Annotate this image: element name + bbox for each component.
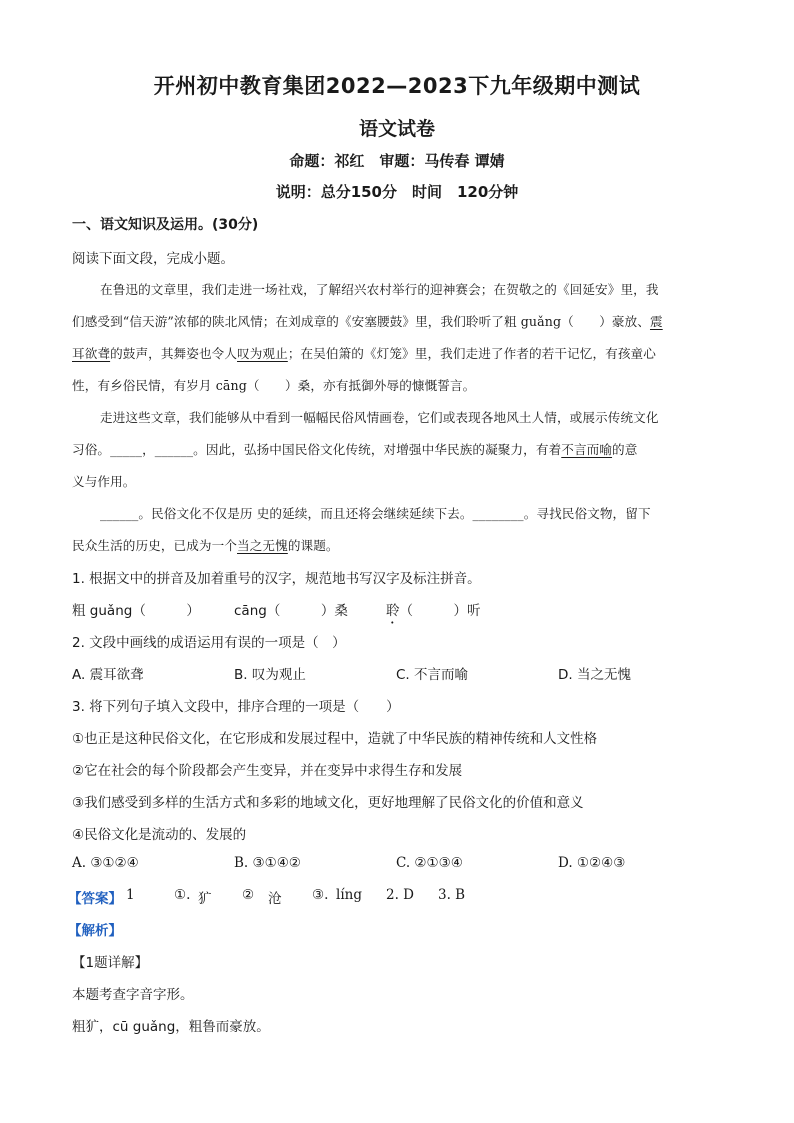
idiom-underline: 耳欲聋 [72,346,111,361]
passage-text: 的意 [612,442,638,457]
idiom-underline: 当之无愧 [237,538,288,553]
answer-1-num: ①. [174,887,191,903]
question-1-stem: 1. 根据文中的拼音及加着重号的汉字，规范地书写汉字及标注拼音。 [72,571,481,587]
passage-p3-line1: ______。民俗文化不仅是历 史的延续，而且还将会继续延续下去。________。寻找民俗文物，留下 [100,506,651,521]
answer-1: 犷 [198,891,212,907]
passage-p1-line4: 性，有乡俗民情，有岁月 cāng（ ）桑，亦有抵御外辱的慷慨誓言。 [72,378,476,393]
emphasis-char: 聆 [386,603,400,619]
passage-text: 的课题。 [287,538,339,553]
exam-authors: 命题：祁红 审题：马传春 谭婧 [289,152,505,170]
passage-text: ；在吴伯箫的《灯笼》里，我们走进了作者的若干记忆，有孩童心 [287,346,656,361]
passage-p2-line2 [72,439,732,458]
passage-text: 民众生活的历史，已成为一个 [72,538,238,553]
analysis-line-1: 本题考查字音字形。 [72,987,194,1003]
blank-paren: （ ）听 [399,603,481,619]
option-c: C. ②①③④ [396,855,463,871]
answer-3-num: ③. [312,887,329,903]
blank-guang: 粗 guǎng（ ） [72,603,200,619]
blank-ling [386,599,481,627]
question-3-stem: 3. 将下列句子填入文段中，排序合理的一项是（ ） [72,699,400,715]
answer-q2: 2. D [386,887,414,903]
instruction: 阅读下面文段，完成小题。 [72,251,234,267]
option-d: D. 当之无愧 [558,667,631,683]
sentence-1: ①也正是这种民俗文化，在它形成和发展过程中，造就了中华民族的精神传统和人文性格 [72,731,598,747]
passage-p2-line1: 走进这些文章，我们能够从中看到一幅幅民俗风情画卷，它们或表现各地风土人情，或展示传统文化 [100,410,659,425]
analysis-subheading: 【1题详解】 [72,955,149,971]
answer-2: 沧 [268,891,282,907]
answer-q3: 3. B [438,887,466,903]
question-2-stem: 2. 文段中画线的成语运用有误的一项是（ ） [72,635,346,651]
idiom-underline: 不言而喻 [561,442,613,457]
option-b: B. ③①④② [234,855,301,871]
exam-note: 说明：总分150分 时间 120分钟 [275,183,519,201]
exam-title: 开州初中教育集团2022—2023下九年级期中测试 [153,74,641,98]
answer-2-num: ② [242,887,255,903]
passage-p1-line1: 在鲁迅的文章里，我们走进一场社戏，了解绍兴农村举行的迎神赛会；在贺敬之的《回延安》里，我 [100,282,659,297]
passage-p3-line2 [72,535,732,554]
option-d: D. ①②④③ [558,855,626,871]
answer-3: líng [336,887,362,903]
blank-cang: cāng（ ）桑 [234,603,348,619]
answer-q1-num: 1 [126,887,135,903]
passage-p1-line2 [72,311,732,330]
option-b: B. 叹为观止 [234,667,306,683]
answer-label: 【答案】 [68,891,122,907]
idiom-underline: 叹为观止 [237,346,288,361]
option-c: C. 不言而喻 [396,667,469,683]
passage-text: 习俗。_____，______。因此，弘扬中国民俗文化传统，对增强中华民族的凝聚力，有着 [72,442,562,457]
passage-text: 的鼓声，其舞姿也令人 [110,346,238,361]
option-a: A. ③①②④ [72,855,139,871]
section-heading: 一、语文知识及运用。(30分) [72,217,259,233]
passage-p1-line3 [72,343,732,362]
idiom-underline: 震 [649,314,663,329]
passage-text: 们感受到“信天游”浓郁的陕北风情；在刘成章的《安塞腰鼓》里，我们聆听了粗 guǎng（ ）豪放、 [72,314,650,329]
analysis-line-2: 粗犷，cū guǎng，粗鲁而豪放。 [72,1019,270,1035]
exam-subject: 语文试卷 [358,118,435,140]
sentence-4: ④民俗文化是流动的、发展的 [72,827,247,843]
analysis-label: 【解析】 [68,923,122,939]
sentence-3: ③我们感受到多样的生活方式和多彩的地域文化，更好地理解了民俗文化的价值和意义 [72,795,584,811]
passage-p2-line3: 义与作用。 [72,474,136,489]
sentence-2: ②它在社会的每个阶段都会产生变异，并在变异中求得生存和发展 [72,763,463,779]
option-a: A. 震耳欲聋 [72,667,144,683]
